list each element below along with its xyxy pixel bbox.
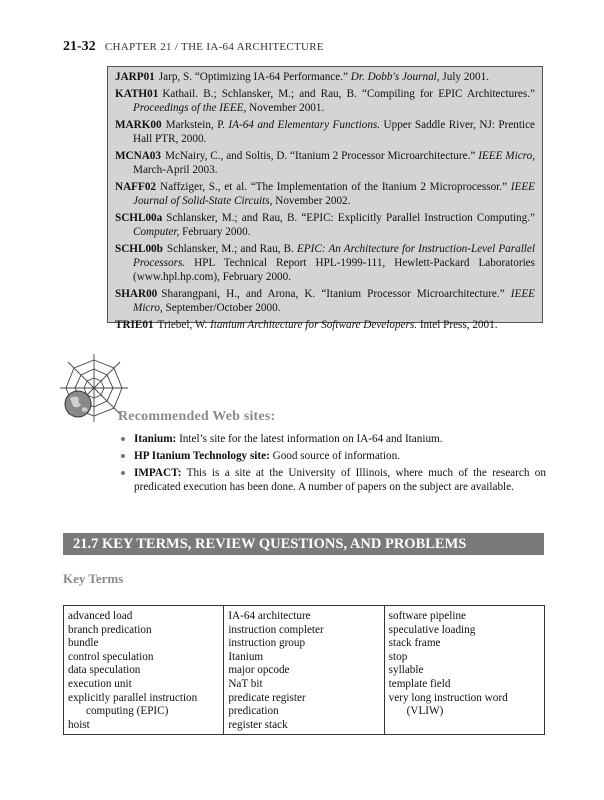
web-sites-list: [118, 432, 546, 497]
references-box: [107, 66, 543, 331]
term: explicitly parallel instruction computing (EPIC): [68, 691, 198, 718]
reference-item: KATH01 Kathail. B.; Schlansker, M.; and Rau, B. “Compiling for EPIC Architectures.” Proceedings of the IEEE, November 2001.: [115, 88, 535, 114]
term: syllable: [388, 664, 424, 677]
reference-item: MARK00 Markstein, P. IA-64 and Elementary Functions. Upper Saddle River, NJ: Prentice Hall PTR, 2000.: [115, 119, 536, 145]
reference-item: TRIE01 Triebel, W. Itanium Architecture for Software Developers. Intel Press, 2001.: [115, 318, 498, 331]
term: control speculation: [68, 650, 154, 663]
reference-item: SCHL00a Schlansker, M.; and Rau, B. “EPIC: Explicitly Parallel Instruction Computing.” Computer, February 2000.: [115, 212, 535, 238]
term: predication: [228, 705, 279, 718]
page-number: 21-32: [63, 39, 96, 54]
reference-item: JARP01 Jarp, S. “Optimizing IA-64 Performance.” Dr. Dobb's Journal, July 2001.: [115, 71, 489, 83]
term: bundle: [68, 637, 99, 650]
reference-item: MCNA03 McNairy, C., and Soltis, D. “Itanium 2 Processor Microarchitecture.” IEEE Micro, March-April 2003.: [115, 150, 535, 176]
reference-item: SHAR00 Sharangpani, H., and Arona, K. “Itanium Processor Microarchitecture.” IEEE Micro, September/October 2000.: [115, 287, 536, 314]
term: speculative loading: [388, 623, 476, 636]
term: stop: [388, 650, 408, 663]
list-item: IMPACT: This is a site at the University of Illinois, where much of the research on predicated execution has been done. A number of papers on the subject are available.: [118, 466, 546, 494]
key-terms-column: [64, 606, 223, 734]
section-heading: 21.7 KEY TERMS, REVIEW QUESTIONS, AND PROBLEMS: [63, 533, 544, 555]
key-terms-column: [223, 606, 383, 734]
term: Itanium: [228, 650, 264, 663]
term: predicate register: [228, 691, 306, 704]
list-item: Itanium: Intel’s site for the latest information on IA-64 and Itanium.: [118, 432, 546, 446]
term: hoist: [68, 718, 90, 731]
term: execution unit: [68, 677, 132, 690]
term: IA-64 architecture: [228, 610, 311, 622]
term: very long instruction word (VLIW): [388, 691, 508, 718]
term: software pipeline: [388, 610, 467, 622]
key-terms-table: [63, 605, 545, 735]
term: data speculation: [68, 664, 141, 677]
key-terms-title: Key Terms: [63, 571, 124, 586]
key-terms-column: [384, 606, 544, 734]
reference-item: SCHL00b Schlansker, M.; and Rau, B. EPIC: An Architecture for Instruction-Level Parallel Processors. HPL Technical Report HPL-1999-111, Hewlett-Packard Laboratories (www.hpl.hp.com), February 2000.: [115, 243, 535, 283]
term: template field: [388, 677, 451, 690]
term: instruction group: [228, 637, 306, 650]
reference-item: NAFF02 Naffziger, S., et al. “The Implementation of the Itanium 2 Microprocessor.” IEEE Journal of Solid-State Circuits, November 2002.: [115, 181, 536, 207]
term: branch predication: [68, 623, 152, 636]
page-header: [63, 38, 324, 55]
list-item: HP Itanium Technology site: Good source of information.: [118, 449, 546, 463]
term: major opcode: [228, 664, 290, 677]
term: advanced load: [68, 610, 133, 622]
term: NaT bit: [228, 677, 263, 690]
term: register stack: [228, 718, 288, 731]
term: instruction completer: [228, 623, 324, 636]
term: stack frame: [388, 637, 441, 650]
web-sites-title: Recommended Web sites:: [118, 409, 276, 424]
chapter-title: CHAPTER 21 / THE IA-64 ARCHITECTURE: [104, 41, 324, 53]
